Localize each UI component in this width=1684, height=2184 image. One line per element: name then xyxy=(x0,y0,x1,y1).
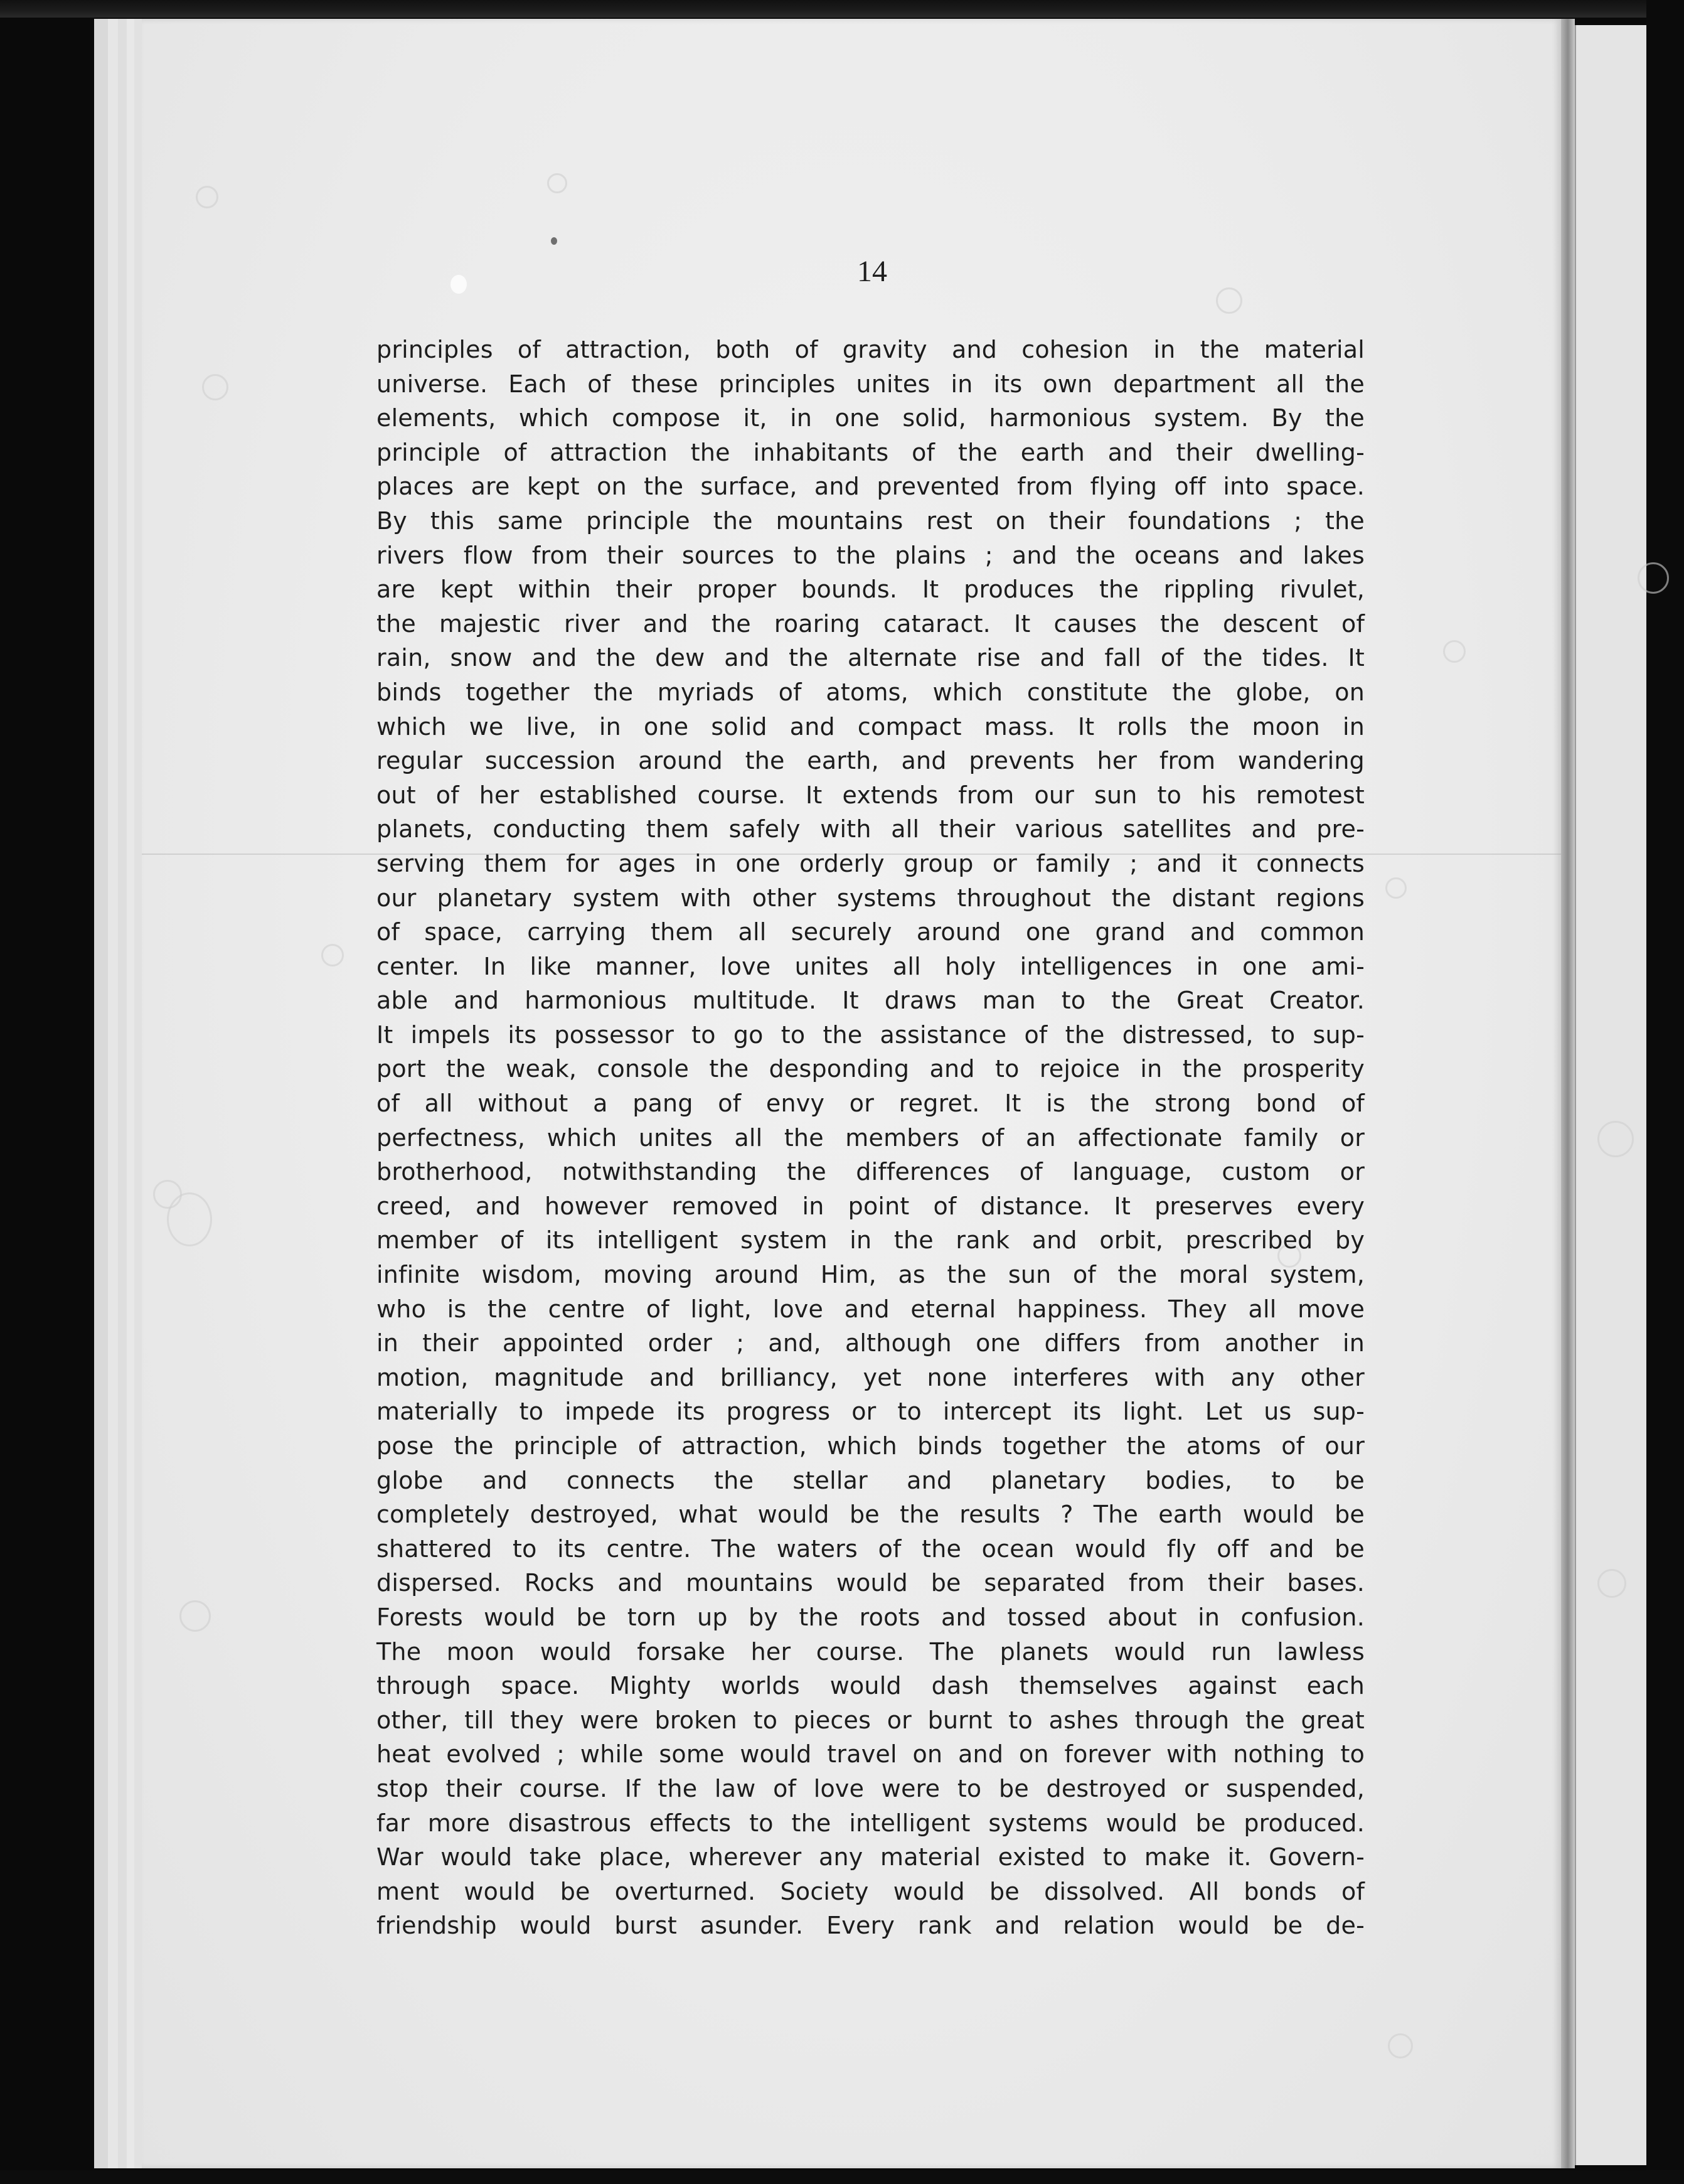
text-line: principle of attraction the inhabitants of the earth and their dwelling- xyxy=(376,438,1365,466)
text-line: stop their course. If the law of love were to be destroyed or suspended, xyxy=(376,1774,1365,1802)
body-text xyxy=(376,333,1365,1943)
text-line: other, till they were broken to pieces or burnt to ashes through the great xyxy=(376,1706,1365,1734)
scan-speck xyxy=(547,173,567,193)
text-line: It impels its possessor to go to the assistance of the distressed, to sup- xyxy=(376,1020,1365,1049)
top-dark-strip xyxy=(0,0,1684,18)
text-line: materially to impede its progress or to intercept its light. Let us sup- xyxy=(376,1398,1365,1426)
text-line: elements, which compose it, in one solid, harmonious system. By the xyxy=(376,404,1365,432)
scan-speck xyxy=(179,1600,211,1632)
scan-speck xyxy=(551,237,557,245)
scan-speck xyxy=(202,374,228,400)
text-line: dispersed. Rocks and mountains would be separated from their bases. xyxy=(376,1569,1365,1597)
scan-speck xyxy=(1597,1121,1634,1157)
text-line: rain, snow and the dew and the alternate rise and fall of the tides. It xyxy=(376,644,1365,672)
text-line: regular succession around the earth, and prevents her from wandering xyxy=(376,747,1365,775)
scan-speck xyxy=(1216,287,1242,314)
text-line: The moon would forsake her course. The planets would run lawless xyxy=(376,1637,1365,1666)
text-line: shattered to its centre. The waters of the ocean would fly off and be xyxy=(376,1534,1365,1563)
text-line: perfectness, which unites all the members of an affectionate family or xyxy=(376,1123,1365,1152)
text-line: center. In like manner, love unites all holy intelligences in one ami- xyxy=(376,952,1365,980)
text-line: able and harmonious multitude. It draws man to the Great Creator. xyxy=(376,987,1365,1015)
text-line: principles of attraction, both of gravity and cohesion in the material xyxy=(376,336,1365,363)
text-line: ment would be overturned. Society would be dissolved. All bonds of xyxy=(376,1877,1365,1905)
text-line: member of its intelligent system in the rank and orbit, prescribed by xyxy=(376,1226,1365,1255)
right-dark-margin xyxy=(1646,0,1684,2184)
text-line: far more disastrous effects to the intelligent systems would be produced. xyxy=(376,1809,1365,1837)
text-line: in their appointed order ; and, although one differs from another in xyxy=(376,1329,1365,1357)
page-number: 14 xyxy=(857,255,887,288)
text-line: heat evolved ; while some would travel on and on forever with nothing to xyxy=(376,1740,1365,1769)
text-line: serving them for ages in one orderly group or family ; and it connects xyxy=(376,849,1365,877)
book-gutter xyxy=(1561,19,1575,2168)
scan-speck xyxy=(196,186,218,208)
text-line: which we live, in one solid and compact mass. It rolls the moon in xyxy=(376,712,1365,741)
text-line: of all without a pang of envy or regret. It is the strong bond of xyxy=(376,1089,1365,1118)
text-line: who is the centre of light, love and eternal happiness. They all move xyxy=(376,1295,1365,1323)
text-line: the majestic river and the roaring cataract. It causes the descent of xyxy=(376,609,1365,638)
text-line: planets, conducting them safely with all their various satellites and pre- xyxy=(376,815,1365,843)
text-line: infinite wisdom, moving around Him, as the sun of the moral system, xyxy=(376,1261,1365,1289)
text-line: of space, carrying them all securely around one grand and common xyxy=(376,918,1365,946)
text-line: By this same principle the mountains rest on their foundations ; the xyxy=(376,506,1365,535)
text-line: our planetary system with other systems throughout the distant regions xyxy=(376,884,1365,912)
text-line: Forests would be torn up by the roots and tossed about in confusion. xyxy=(376,1603,1365,1631)
text-line: completely destroyed, what would be the results ? The earth would be xyxy=(376,1501,1365,1529)
scan-speck xyxy=(1385,877,1407,899)
text-line: out of her established course. It extends from our sun to his remotest xyxy=(376,781,1365,809)
scan-speck xyxy=(450,275,467,294)
text-line: pose the principle of attraction, which binds together the atoms of our xyxy=(376,1432,1365,1460)
text-line: globe and connects the stellar and planetary bodies, to be xyxy=(376,1466,1365,1494)
text-line: universe. Each of these principles unites in its own department all the xyxy=(376,370,1365,398)
text-line: rivers flow from their sources to the plains ; and the oceans and lakes xyxy=(376,541,1365,569)
text-line: are kept within their proper bounds. It produces the rippling rivulet, xyxy=(376,575,1365,604)
text-line: friendship would burst asunder. Every rank and relation would be de- xyxy=(376,1912,1365,1940)
scan-speck xyxy=(167,1192,212,1246)
page-edge xyxy=(108,19,119,2168)
page-edge xyxy=(94,19,109,2168)
text-line: War would take place, wherever any material existed to make it. Govern- xyxy=(376,1843,1365,1871)
text-line: port the weak, console the desponding and to rejoice in the prosperity xyxy=(376,1055,1365,1083)
text-line: creed, and however removed in point of distance. It preserves every xyxy=(376,1192,1365,1220)
scan-speck xyxy=(1597,1569,1626,1598)
scan-speck xyxy=(1638,562,1669,594)
text-line: places are kept on the surface, and prevented from flying off into space. xyxy=(376,473,1365,501)
text-line: through space. Mighty worlds would dash themselves against each xyxy=(376,1672,1365,1700)
text-line: binds together the myriads of atoms, which constitute the globe, on xyxy=(376,678,1365,706)
scan-speck xyxy=(321,944,344,966)
text-line: brotherhood, notwithstanding the differences of language, custom or xyxy=(376,1158,1365,1186)
bottom-dark-strip xyxy=(0,2170,1684,2184)
scan-speck xyxy=(1388,2033,1413,2058)
page-edge xyxy=(118,19,127,2168)
text-line: motion, magnitude and brilliancy, yet none interferes with any other xyxy=(376,1363,1365,1391)
scan-speck xyxy=(1443,640,1466,663)
